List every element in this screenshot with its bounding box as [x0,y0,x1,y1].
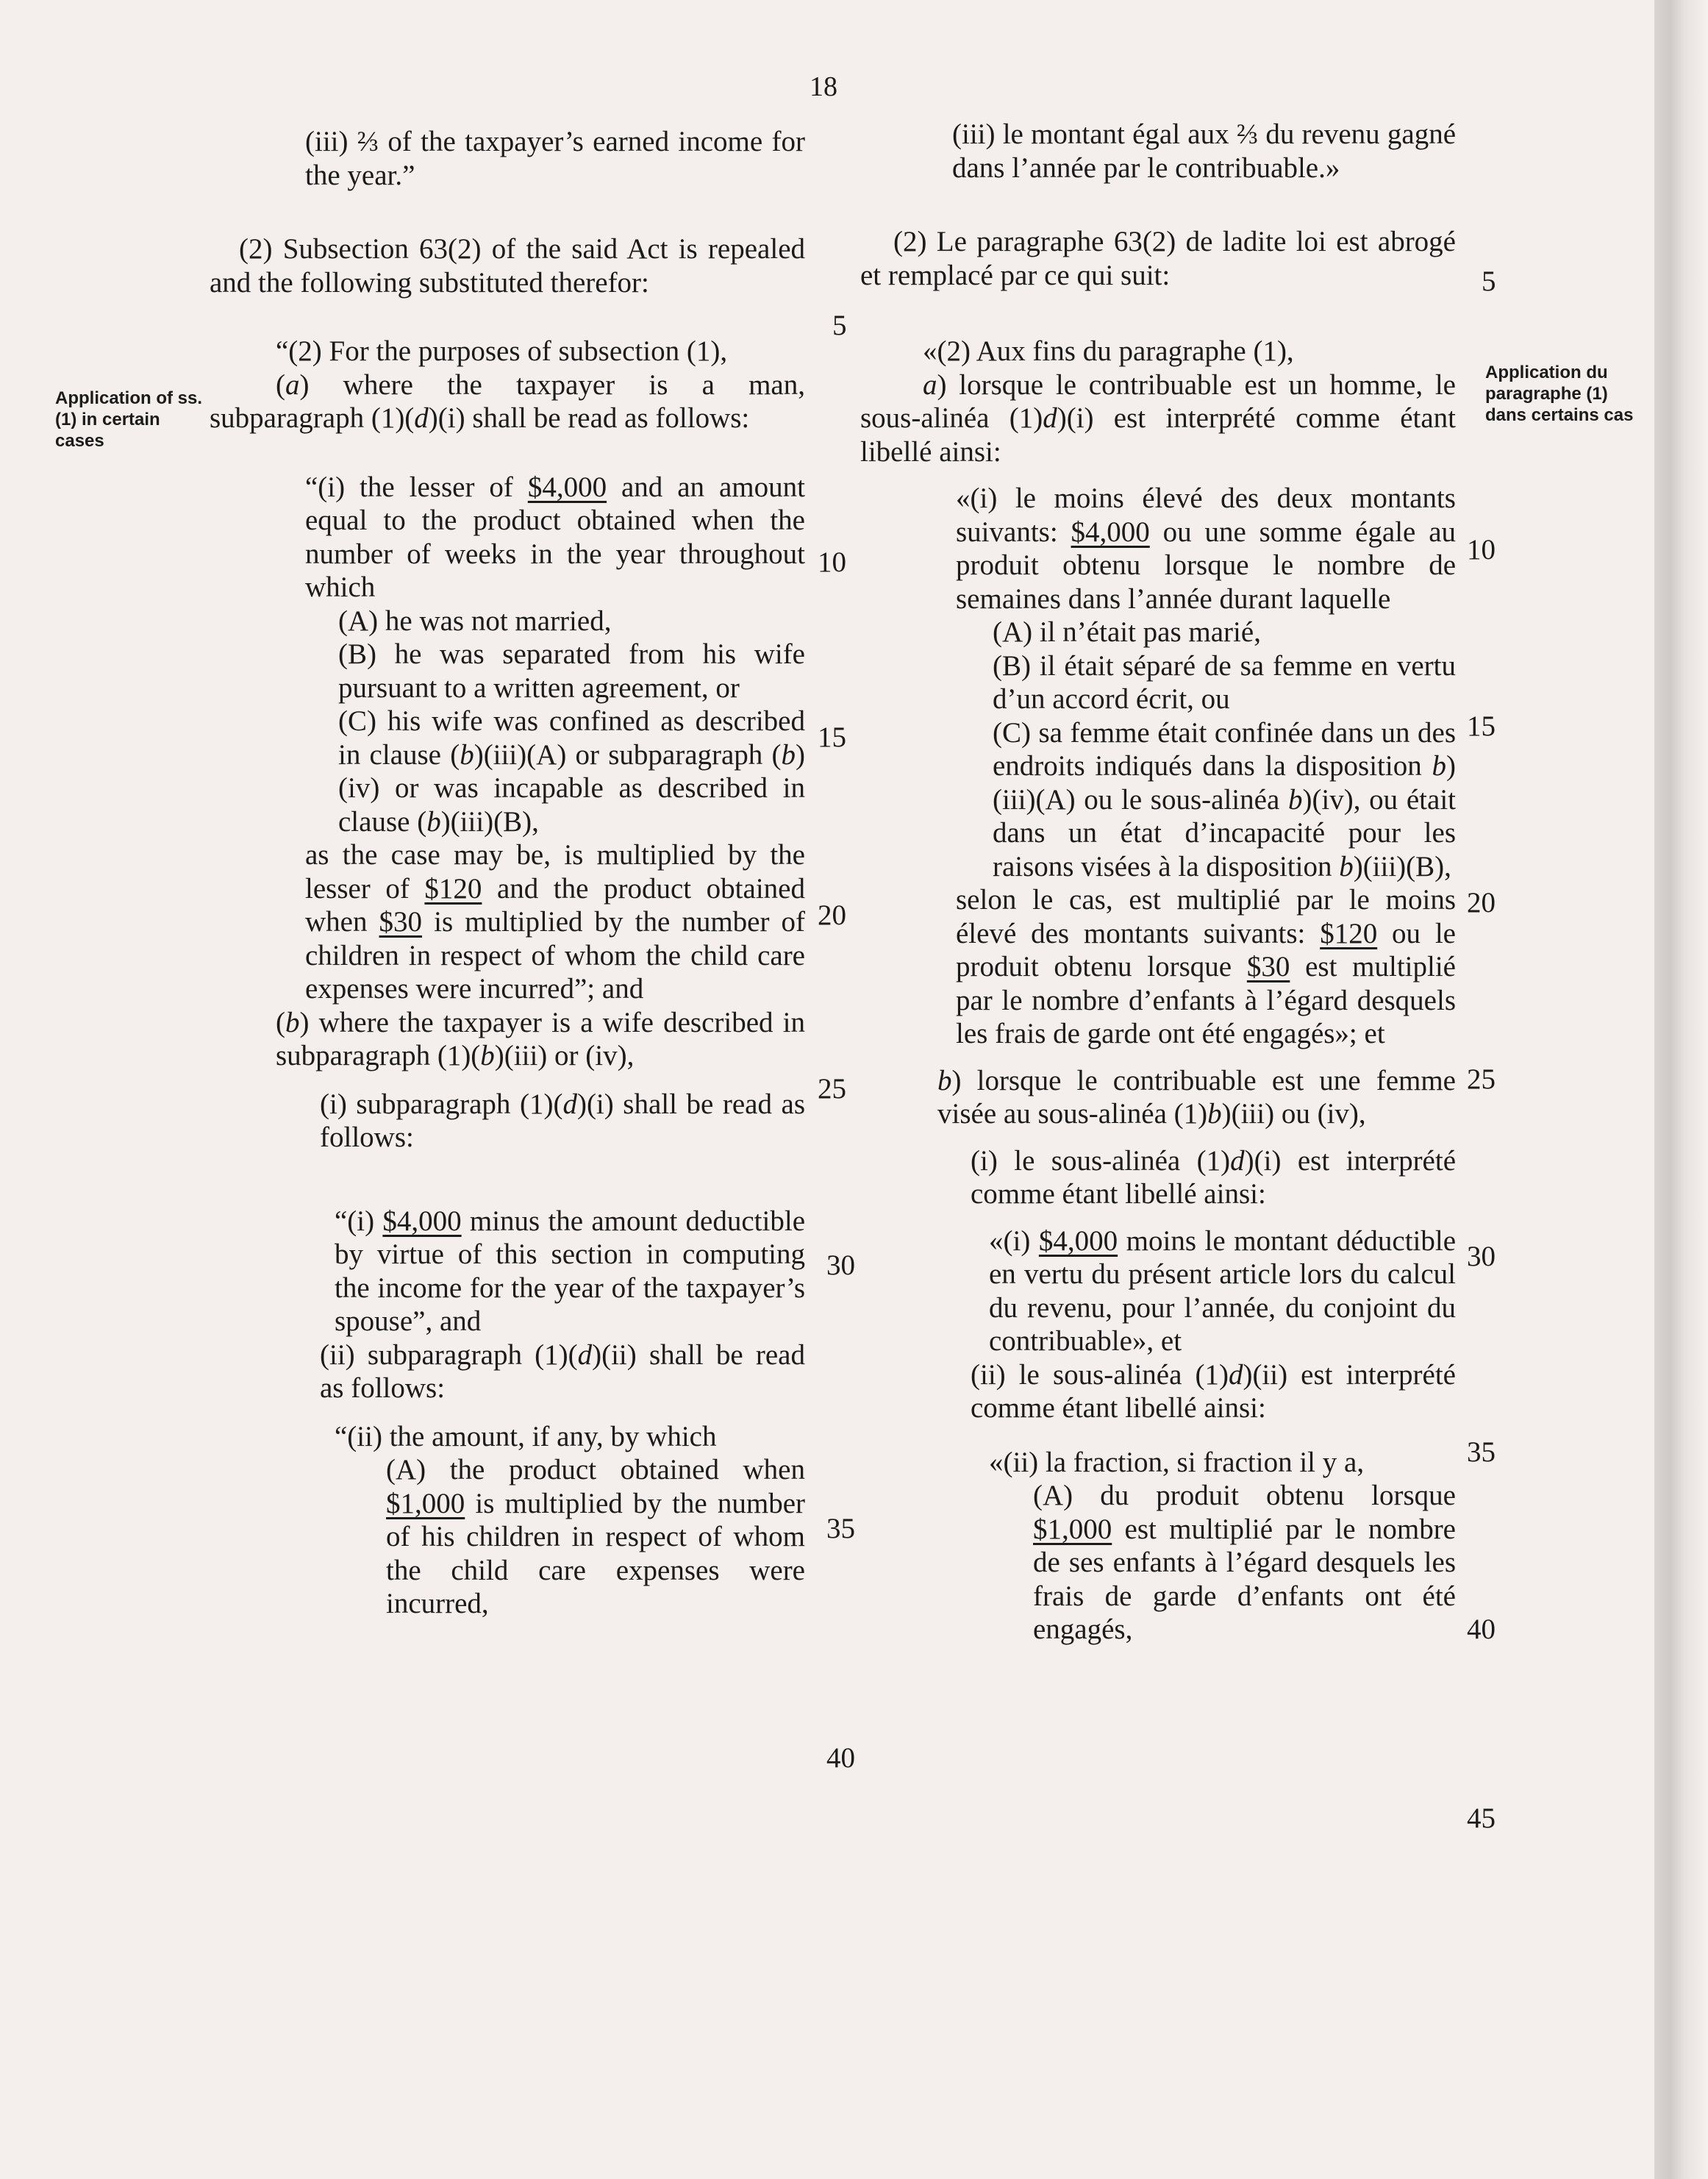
margin-note-french: Application du paragraphe (1) dans certains cas [1485,363,1634,425]
fr-b-sub-ii-text: «(ii) la fraction, si fraction il y a, [989,1446,1365,1478]
margin-note-english: Application of ss. (1) in certain cases [55,388,203,451]
en-paragraph-b: (b) where the taxpayer is a wife described in subparagraph (1)(b)(iii) or (iv), [276,1006,805,1071]
en-clause-iii: (iii) ⅔ of the taxpayer’s earned income for the year.” [305,126,805,191]
en-sub-i: “(i) the lesser of $4,000 and an amount equal to the product obtained when the number of weeks in the year throughout which [305,471,805,603]
fr-paragraph-b: b) lorsque le contribuable est une femme visée au sous-alinéa (1)b)(iii) ou (iv), [937,1064,1456,1130]
en-subsection-2: (2) Subsection 63(2) of the said Act is repealed and the following substituted therefor: [210,233,805,299]
en-b-item-A: (A) the product obtained when $1,000 is multiplied by the number of his children in respect of whom the child care expenses were incurred, [386,1454,805,1619]
en-paragraph-a: (a) where the taxpayer is a man, subparagraph (1)(d)(i) shall be read as follows: [210,368,805,434]
fr-subsection-2-intro: «(2) Aux fins du paragraphe (1), [923,335,1294,367]
fr-b-sub-ii: (ii) le sous-alinéa (1)d)(ii) est interprété comme étant libellé ainsi: [971,1358,1456,1424]
en-item-A: (A) he was not married, [338,605,612,637]
line-number-10-fr: 10 [1467,534,1496,566]
line-number-10: 10 [818,546,846,578]
fr-sub-i: «(i) le moins élevé des deux montants suivants: $4,000 ou une somme égale au produit obtenu lorsque le nombre de semaines dans l’année durant laquelle [956,482,1457,615]
line-number-25-fr: 25 [1467,1063,1496,1095]
line-number-30-fr: 30 [1467,1241,1496,1272]
line-number-35-fr: 35 [1467,1436,1496,1468]
line-number-25: 25 [818,1073,846,1105]
en-as-the-case-may-be: as the case may be, is multiplied by the lesser of $120 and the product obtained when $30 is multiplied by the number of children in respect of whom the child care expenses were incurred”; and [305,839,805,1005]
en-b-sub-ii-text: “(ii) the amount, if any, by which [335,1420,717,1452]
fr-selon-le-cas: selon le cas, est multiplié par le moins élevé des montants suivants: $120 ou le produit obtenu lorsque $30 est multiplié par le nombre d’enfants à l’égard desquels les frais de garde ont été engagés»; et [956,884,1456,1049]
fr-paragraph-a: a) lorsque le contribuable est un homme, le sous-alinéa (1)d)(i) est interprété comme étant libellé ainsi: [860,368,1456,468]
en-b-sub-i-text: “(i) $4,000 minus the amount deductible by virtue of this section in computing the income for the year of the taxpayer’s spouse”, and [335,1205,805,1337]
line-number-15: 15 [818,721,846,753]
line-number-45: 45 [1467,1802,1496,1834]
line-number-20-fr: 20 [1467,887,1496,919]
line-number-30: 30 [826,1249,855,1281]
line-number-40-fr: 40 [1467,1613,1496,1645]
en-b-sub-i: (i) subparagraph (1)(d)(i) shall be read as follows: [320,1088,805,1153]
en-subsection-2-intro: “(2) For the purposes of subsection (1), [276,335,728,367]
line-number-20: 20 [818,899,846,931]
fr-item-C: (C) sa femme était confinée dans un des endroits indiqués dans la disposition b)(iii)(A) ou le sous-alinéa b)(iv), ou était dans un état d’incapacité pour les raisons visées à la disposition b)(iii)(B), [993,716,1456,882]
fr-item-B: (B) il était séparé de sa femme en vertu d’un accord écrit, ou [993,649,1456,715]
fr-b-sub-i: (i) le sous-alinéa (1)d)(i) est interprété comme étant libellé ainsi: [971,1144,1457,1210]
line-number-15-fr: 15 [1467,710,1496,742]
page-edge-shadow [1654,0,1708,2179]
line-number-35: 35 [826,1513,855,1544]
fr-clause-iii: (iii) le montant égal aux ⅔ du revenu gagné dans l’année par le contribuable.» [952,118,1456,184]
line-number-5: 5 [832,310,847,341]
fr-b-sub-i-text: «(i) $4,000 moins le montant déductible en vertu du présent article lors du calcul du revenu, pour l’année, du conjoint du contribuable», et [989,1224,1457,1357]
fr-subsection-2: (2) Le paragraphe 63(2) de ladite loi est abrogé et remplacé par ce qui suit: [860,226,1456,291]
english-column [210,125,805,1621]
fr-b-item-A: (A) du produit obtenu lorsque $1,000 est multiplié par le nombre de ses enfants à l’égard desquels les frais de garde d’enfants ont été engagés, [1033,1480,1456,1645]
en-b-sub-ii: (ii) subparagraph (1)(d)(ii) shall be read as follows: [320,1338,805,1404]
line-number-5-fr: 5 [1482,265,1496,297]
french-column [860,118,1456,1647]
page-number: 18 [810,71,837,102]
en-item-B: (B) he was separated from his wife pursuant to a written agreement, or [338,638,805,704]
en-item-C: (C) his wife was confined as described in clause (b)(iii)(A) or subparagraph (b)(iv) or was incapable as described in clause (b)(iii)(B), [338,705,806,838]
line-number-40: 40 [826,1742,855,1774]
fr-item-A: (A) il n’était pas marié, [993,616,1261,648]
